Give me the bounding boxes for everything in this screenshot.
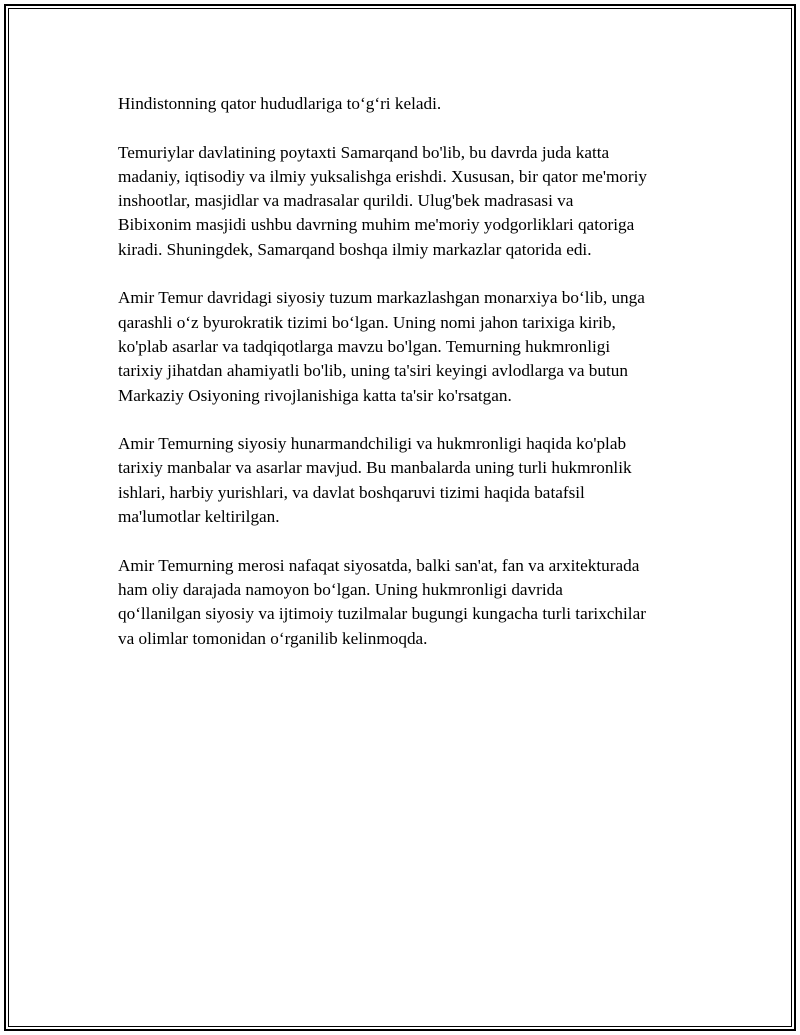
text-line: Markaziy Osiyoning rivojlanishiga katta ta'sir ko'rsatgan. bbox=[118, 385, 512, 405]
text-line: qarashli o‘z byurokratik tizimi bo‘lgan. Uning nomi jahon tarixiga kirib, bbox=[118, 312, 616, 332]
text-line: inshootlar, masjidlar va madrasalar qurildi. Ulug'bek madrasasi va bbox=[118, 191, 574, 211]
paragraph-4 bbox=[118, 432, 698, 529]
text-line: Temuriylar davlatining poytaxti Samarqand bo'lib, bu davrda juda katta bbox=[118, 142, 610, 162]
paragraph-3 bbox=[118, 286, 698, 407]
paragraph-5 bbox=[118, 554, 698, 651]
text-line: va olimlar tomonidan o‘rganilib kelinmoqda. bbox=[118, 628, 428, 648]
paragraph-2 bbox=[118, 141, 698, 262]
text-line: kiradi. Shuningdek, Samarqand boshqa ilmiy markazlar qatorida edi. bbox=[118, 239, 592, 259]
text-line: qo‘llanilgan siyosiy va ijtimoiy tuzilmalar bugungi kungacha turli tarixchilar bbox=[118, 604, 646, 624]
paragraph-1 bbox=[118, 92, 698, 116]
text-line: ko'plab asarlar va tadqiqotlarga mavzu bo'lgan. Temurning hukmronligi bbox=[118, 336, 611, 356]
text-line: Amir Temurning siyosiy hunarmandchiligi va hukmronligi haqida ko'plab bbox=[118, 434, 627, 454]
text-line: Amir Temurning merosi nafaqat siyosatda, balki san'at, fan va arxitekturada bbox=[118, 555, 640, 575]
document-body bbox=[118, 92, 698, 675]
text-line: Hindistonning qator hududlariga to‘g‘ri keladi. bbox=[118, 94, 442, 113]
text-line: tarixiy jihatdan ahamiyatli bo'lib, uning ta'siri keyingi avlodlarga va butun bbox=[118, 361, 628, 381]
text-line: ma'lumotlar keltirilgan. bbox=[118, 507, 280, 527]
text-line: ham oliy darajada namoyon bo‘lgan. Uning hukmronligi davrida bbox=[118, 579, 563, 599]
text-line: tarixiy manbalar va asarlar mavjud. Bu manbalarda uning turli hukmronlik bbox=[118, 458, 632, 478]
text-line: madaniy, iqtisodiy va ilmiy yuksalishga erishdi. Xususan, bir qator me'moriy bbox=[118, 166, 647, 186]
text-line: Amir Temur davridagi siyosiy tuzum markazlashgan monarxiya bo‘lib, unga bbox=[118, 288, 645, 308]
text-line: Bibixonim masjidi ushbu davrning muhim me'moriy yodgorliklari qatoriga bbox=[118, 215, 635, 235]
text-line: ishlari, harbiy yurishlari, va davlat boshqaruvi tizimi haqida batafsil bbox=[118, 482, 585, 502]
